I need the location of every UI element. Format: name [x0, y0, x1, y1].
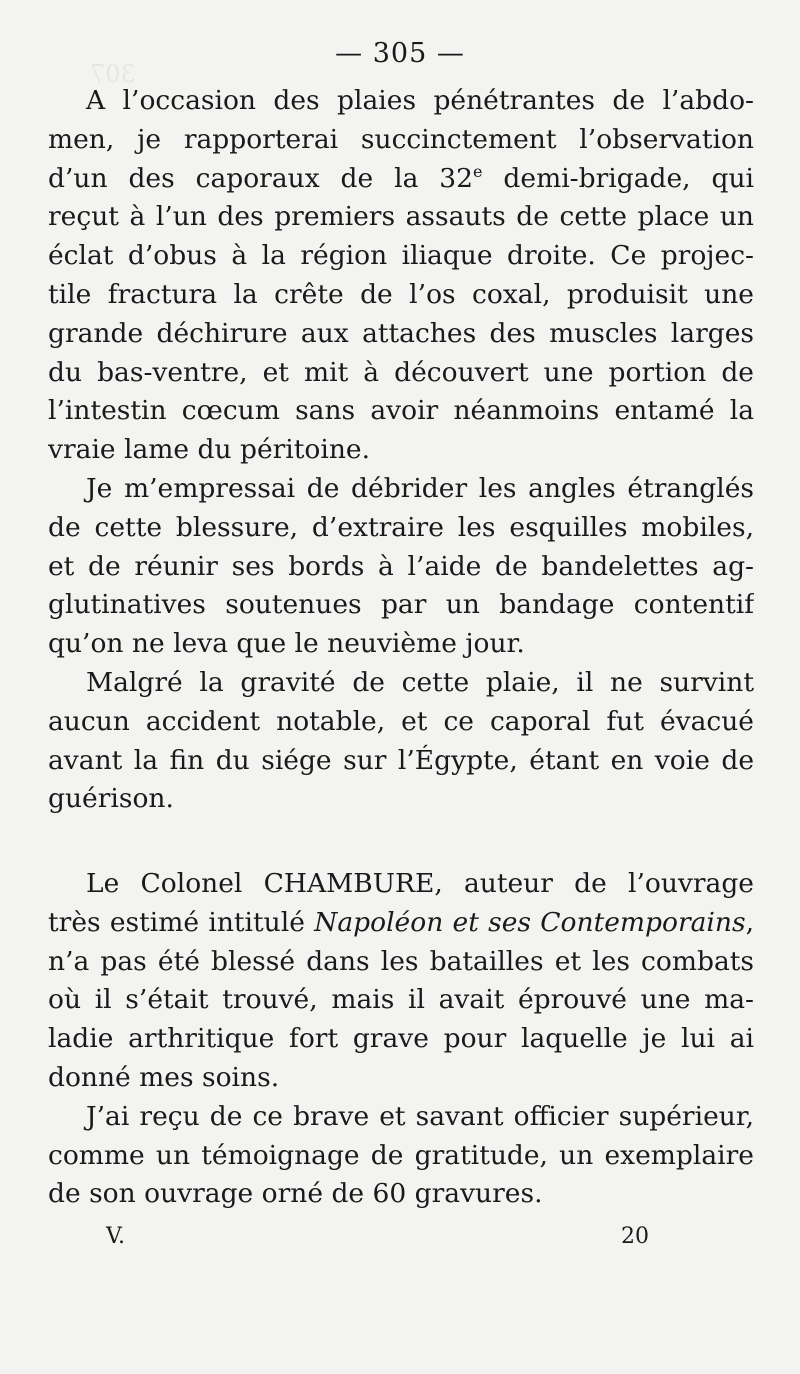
- text-line: J’ai reçu de ce brave et savant officier supérieur,: [86, 1100, 754, 1132]
- text-line: éclat d’obus à la région iliaque droite. Ce projec-: [48, 240, 754, 272]
- text-block-lower: [48, 865, 754, 1214]
- text-line-part: d’un des caporaux de la 32e demi-brigade, qui: [48, 161, 754, 194]
- text-line: Je m’empressai de débrider les angles étranglés: [86, 472, 754, 504]
- text-line: très estimé intitulé Napoléon et ses Contemporains,: [48, 906, 754, 938]
- text-line: n’a pas été blessé dans les batailles et les combats: [48, 945, 754, 977]
- text-line: de son ouvrage orné de 60 gravures.: [48, 1178, 543, 1210]
- text-line: A l’occasion des plaies pénétrantes de l’abdo-: [86, 85, 754, 116]
- text-line: de cette blessure, d’extraire les esquilles mobiles,: [48, 511, 754, 543]
- text-line: glutinatives soutenues par un bandage contentif: [48, 589, 754, 621]
- show-through-text: 307: [90, 60, 136, 88]
- text-block-upper: [48, 82, 754, 819]
- text-line: avant la fin du siége sur l’Égypte, étant en voie de: [48, 744, 754, 776]
- text-line: men, je rapporterai succinctement l’observation: [48, 123, 754, 155]
- text-line: ladie arthritique fort grave pour laquelle je lui ai: [48, 1023, 754, 1055]
- text-line: Le Colonel CHAMBURE, auteur de l’ouvrage: [86, 868, 754, 899]
- text-line: reçut à l’un des premiers assauts de cette place un: [48, 201, 754, 233]
- signature-mark: V.: [106, 1224, 126, 1249]
- text-line: vraie lame du péritoine.: [48, 434, 371, 466]
- text-line: comme un témoignage de gratitude, un exemplaire: [48, 1139, 754, 1171]
- text-line: l’intestin cœcum sans avoir néanmoins entamé la: [48, 395, 754, 427]
- text-line: tile fractura la crête de l’os coxal, produisit une: [48, 278, 754, 310]
- text-line: Malgré la gravité de cette plaie, il ne survint: [86, 666, 754, 698]
- sheet-number: 20: [621, 1224, 649, 1249]
- text-line: du bas-ventre, et mit à découvert une portion de: [48, 356, 754, 388]
- text-line: aucun accident notable, et ce caporal fut évacué: [48, 705, 754, 737]
- page-header: — 305 —: [335, 38, 465, 69]
- text-line: grande déchirure aux attaches des muscles larges: [48, 317, 754, 349]
- text-line: et de réunir ses bords à l’aide de bandelettes ag-: [48, 550, 754, 582]
- text-line: où il s’était trouvé, mais il avait éprouvé une ma-: [48, 984, 754, 1016]
- text-line: donné mes soins.: [48, 1061, 280, 1093]
- text-line: qu’on ne leva que le neuvième jour.: [48, 628, 525, 660]
- text-line: guérison.: [48, 783, 174, 815]
- text-line: [48, 160, 754, 199]
